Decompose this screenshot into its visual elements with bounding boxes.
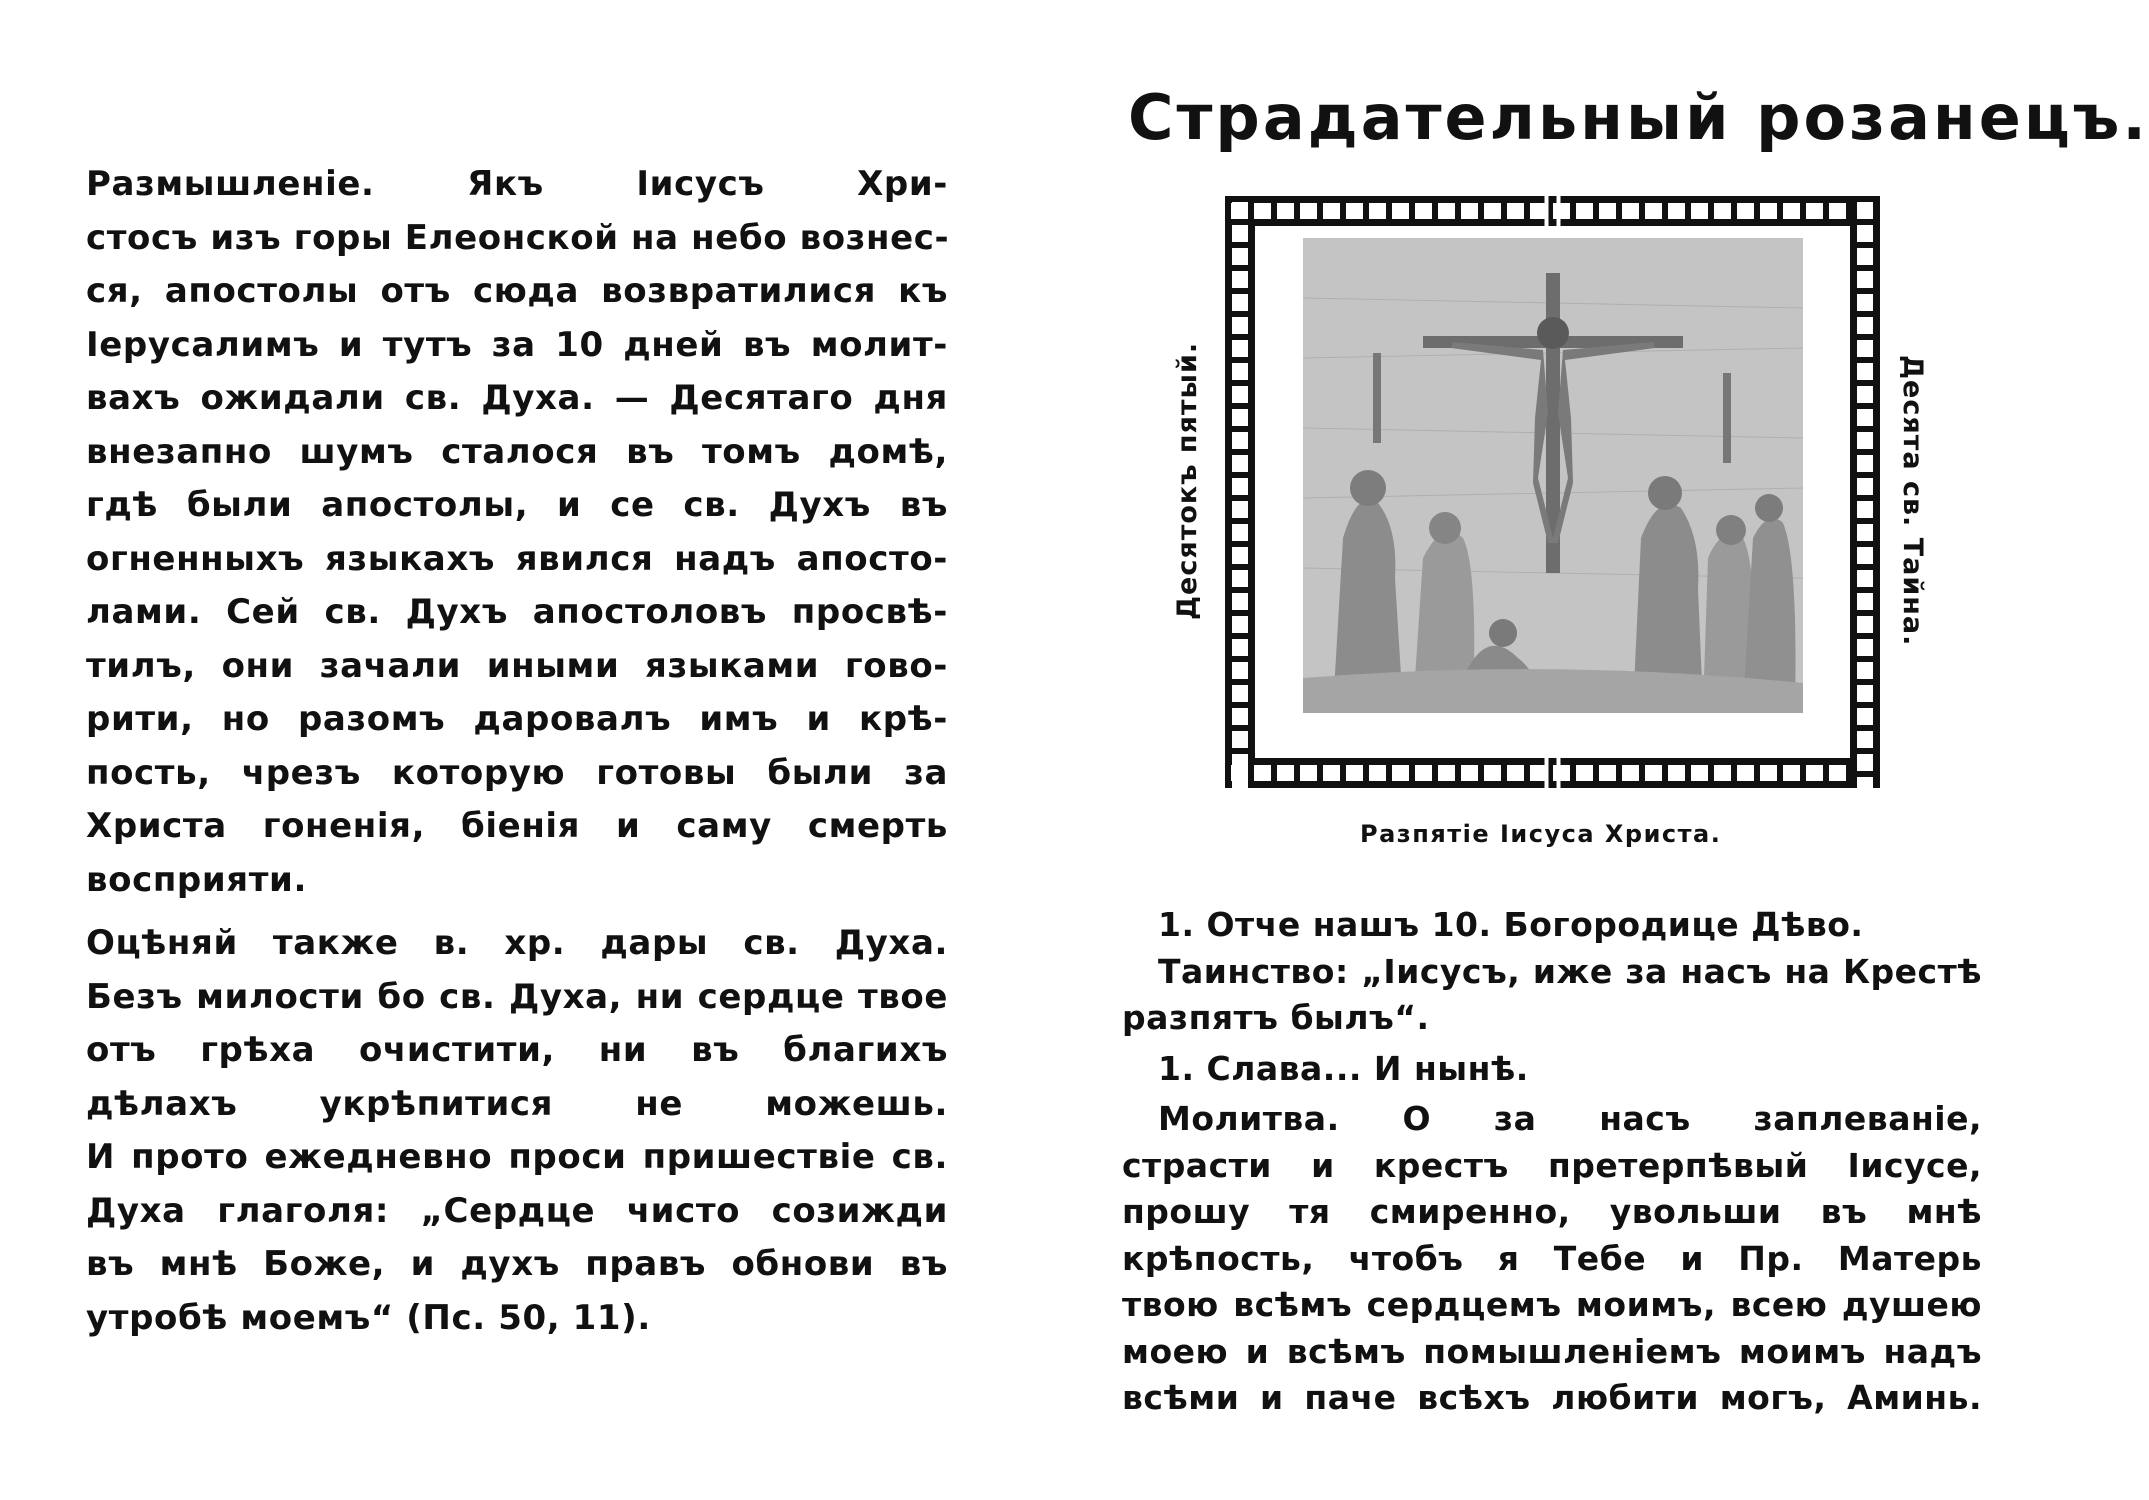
prayer-line: Таинство: „Іисусъ, иже за насъ на Крестѣ <box>1158 951 1982 991</box>
text-line: И прото ежедневно проси пришествіе св. <box>86 1137 948 1177</box>
text-line: Іерусалимъ и тутъ за 10 дней въ молит- <box>86 324 948 365</box>
text-line: Безъ милости бо св. Духа, ни сердце твое <box>86 976 948 1017</box>
text-line: стосъ изъ горы Елеонской на небо вознес- <box>86 217 950 258</box>
text-line: огненныхъ языкахъ явился надъ апосто- <box>86 538 948 579</box>
meditation-paragraph-1 <box>86 158 948 907</box>
text-line: восприяти. <box>86 859 307 900</box>
prayer-line: разпятъ былъ“. <box>1122 998 1430 1037</box>
prayer-line: 1. Отче нашъ 10. Богородице Дѣво. <box>1158 905 1864 944</box>
text-line: внезапно шумъ сталося въ томъ домѣ, <box>86 431 948 472</box>
text-line: Духа глаголя: „Сердце чисто созижди <box>86 1190 948 1231</box>
text-line: вахъ ожидали св. Духа. — Десятаго дня <box>86 378 948 418</box>
text-line: въ мнѣ Боже, и духъ правъ обнови въ <box>86 1244 948 1284</box>
crucifixion-illustration <box>1303 238 1803 713</box>
prayer-line: всѣми и паче всѣхъ любити могъ, Аминь. <box>1122 1378 1982 1417</box>
prayer-text <box>1122 902 1982 1422</box>
side-label-decade: Десятокъ пятый. <box>1172 341 1203 620</box>
illustration-caption: Разпятіе Іисуса Христа. <box>1360 820 1722 848</box>
prayer-line: 1. Слава... И нынѣ. <box>1158 1048 1529 1088</box>
text-line: дѣлахъ укрѣпитися не можешь. <box>86 1083 948 1124</box>
page-title: Страдательный розанецъ. <box>1128 81 2149 154</box>
text-line: Размышленіе. Якъ Іисусъ Хри- <box>86 164 948 204</box>
text-line: утробѣ моемъ“ (Пс. 50, 11). <box>86 1297 651 1338</box>
text-line: пость, чрезъ которую готовы были за <box>86 752 948 793</box>
text-line: рити, но разомъ даровалъ имъ и крѣ- <box>86 699 948 739</box>
meditation-text <box>86 158 948 1345</box>
text-line: гдѣ были апостолы, и се св. Духъ въ <box>86 485 948 525</box>
prayer-line: Молитва. О за насъ заплеваніе, <box>1158 1099 1982 1138</box>
meditation-paragraph-2 <box>86 917 948 1345</box>
side-label-mystery: Десята св. Тайна. <box>1897 355 1928 647</box>
prayer-line: прошу тя смиренно, увольши въ мнѣ <box>1122 1192 1982 1231</box>
text-line: тилъ, они зачали иными языками гово- <box>86 645 948 686</box>
text-line: отъ грѣха очистити, ни въ благихъ <box>86 1030 948 1070</box>
text-line: лами. Сей св. Духъ апостоловъ просвѣ- <box>86 592 948 632</box>
text-line: Христа гоненія, біенія и саму смерть <box>86 806 948 846</box>
prayer-line: страсти и крестъ претерпѣвый Іисусе, <box>1122 1145 1982 1185</box>
text-line: Оцѣняй также в. хр. дары св. Духа. <box>86 923 948 963</box>
prayer-line: моею и всѣмъ помышленіемъ моимъ надъ <box>1122 1331 1982 1371</box>
prayer-line: крѣпость, чтобъ я Тебе и Пр. Матерь <box>1122 1238 1982 1278</box>
prayer-line: твою всѣмъ сердцемъ моимъ, всею душею <box>1122 1285 1982 1324</box>
text-line: ся, апостолы отъ сюда возвратилися къ <box>86 271 948 311</box>
